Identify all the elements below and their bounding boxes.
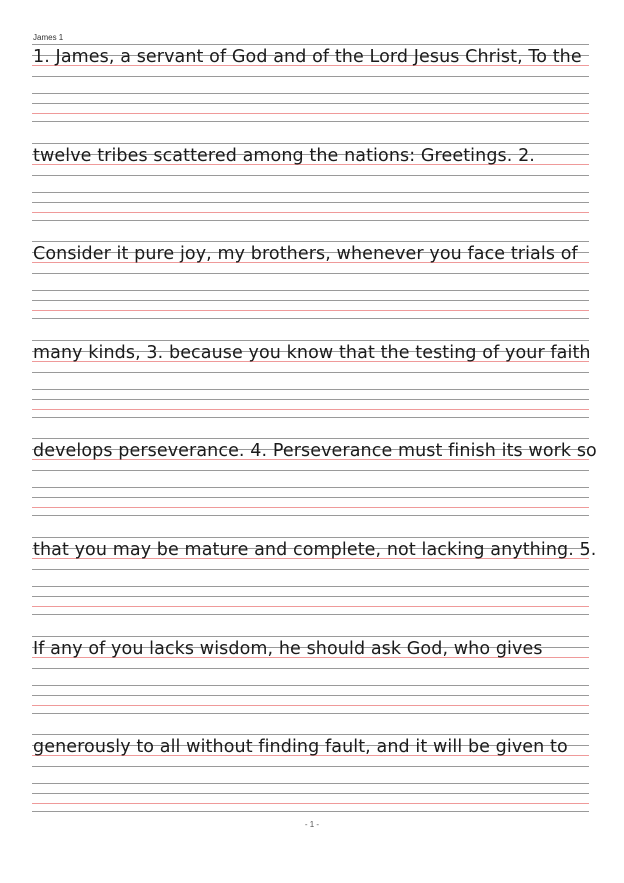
gray-guide-line [32, 537, 589, 538]
gray-guide-line [32, 685, 589, 686]
tracing-text-line: many kinds, 3. because you know that the testing of your faith [33, 343, 591, 363]
gray-guide-line [32, 121, 589, 122]
practice-line-block [32, 340, 589, 438]
gray-guide-line [32, 175, 589, 176]
gray-guide-line [32, 290, 589, 291]
tracing-text-line: twelve tribes scattered among the nations: Greetings. 2. [33, 146, 535, 166]
gray-guide-line [32, 487, 589, 488]
gray-guide-line [32, 614, 589, 615]
gray-guide-line [32, 734, 589, 735]
page-number: - 1 - [304, 820, 320, 829]
red-guide-line [32, 705, 589, 706]
gray-guide-line [32, 103, 589, 104]
gray-guide-line [32, 470, 589, 471]
gray-guide-line [32, 783, 589, 784]
red-guide-line [32, 507, 589, 508]
gray-guide-line [32, 76, 589, 77]
red-guide-line [32, 212, 589, 213]
gray-guide-line [32, 220, 589, 221]
gray-guide-line [32, 713, 589, 714]
gray-guide-line [32, 399, 589, 400]
practice-line-block [32, 537, 597, 635]
red-guide-line [32, 310, 589, 311]
gray-guide-line [32, 438, 589, 439]
gray-guide-line [32, 340, 589, 341]
gray-guide-line [32, 636, 589, 637]
tracing-text-line: 1. James, a servant of God and of the Lord Jesus Christ, To the [33, 47, 582, 67]
practice-line-block [32, 734, 589, 832]
red-guide-line [32, 803, 589, 804]
practice-line-block [32, 438, 597, 536]
gray-guide-line [32, 389, 589, 390]
gray-guide-line [32, 44, 589, 45]
tracing-text-line: If any of you lacks wisdom, he should ask God, who gives [33, 639, 543, 659]
gray-guide-line [32, 318, 589, 319]
practice-line-block [32, 241, 589, 339]
gray-guide-line [32, 586, 589, 587]
gray-guide-line [32, 668, 589, 669]
gray-guide-line [32, 372, 589, 373]
gray-guide-line [32, 569, 589, 570]
gray-guide-line [32, 793, 589, 794]
gray-guide-line [32, 596, 589, 597]
gray-guide-line [32, 300, 589, 301]
gray-guide-line [32, 93, 589, 94]
tracing-text-line: Consider it pure joy, my brothers, whenever you face trials of [33, 244, 578, 264]
gray-guide-line [32, 766, 589, 767]
tracing-text-line: that you may be mature and complete, not lacking anything. 5. [33, 540, 597, 560]
red-guide-line [32, 409, 589, 410]
practice-line-block [32, 636, 589, 734]
tracing-text-line: develops perseverance. 4. Perseverance must finish its work so [33, 441, 597, 461]
gray-guide-line [32, 192, 589, 193]
gray-guide-line [32, 241, 589, 242]
gray-guide-line [32, 202, 589, 203]
gray-guide-line [32, 695, 589, 696]
practice-line-block [32, 44, 589, 142]
page-header-title: James 1 [33, 33, 64, 42]
practice-line-block [32, 143, 589, 241]
red-guide-line [32, 113, 589, 114]
gray-guide-line [32, 417, 589, 418]
tracing-text-line: generously to all without finding fault, and it will be given to [33, 737, 568, 757]
gray-guide-line [32, 143, 589, 144]
red-guide-line [32, 606, 589, 607]
gray-guide-line [32, 811, 589, 812]
gray-guide-line [32, 497, 589, 498]
gray-guide-line [32, 273, 589, 274]
gray-guide-line [32, 515, 589, 516]
